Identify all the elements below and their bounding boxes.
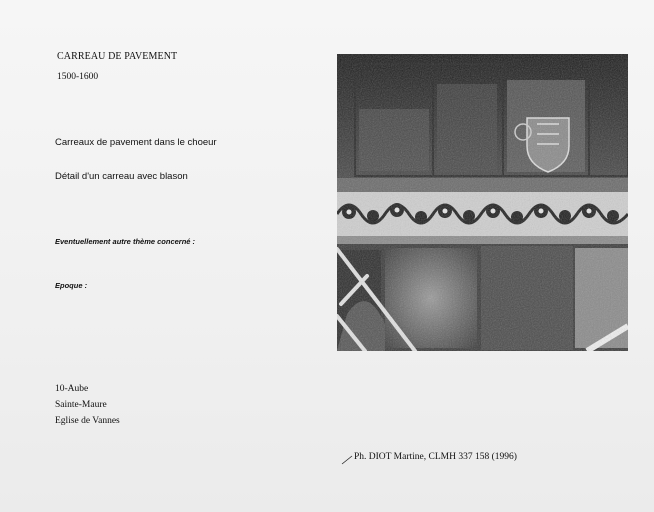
tile-photograph — [337, 54, 628, 351]
record-dates: 1500-1600 — [57, 72, 99, 82]
tile-photo-image — [337, 54, 628, 351]
theme-label: Eventuellement autre thème concerné : — [55, 237, 196, 246]
location-commune: Sainte-Maure — [55, 400, 107, 410]
record-title: CARREAU DE PAVEMENT — [57, 51, 178, 62]
epoque-label: Epoque : — [55, 281, 88, 290]
description-line-2: Détail d'un carreau avec blason — [55, 171, 188, 182]
photo-credit: Ph. DIOT Martine, CLMH 337 158 (1996) — [354, 452, 517, 462]
location-edifice: Eglise de Vannes — [55, 416, 120, 426]
location-department: 10-Aube — [55, 384, 89, 394]
description-line-1: Carreaux de pavement dans le choeur — [55, 137, 217, 148]
slash-mark-icon — [341, 455, 353, 465]
